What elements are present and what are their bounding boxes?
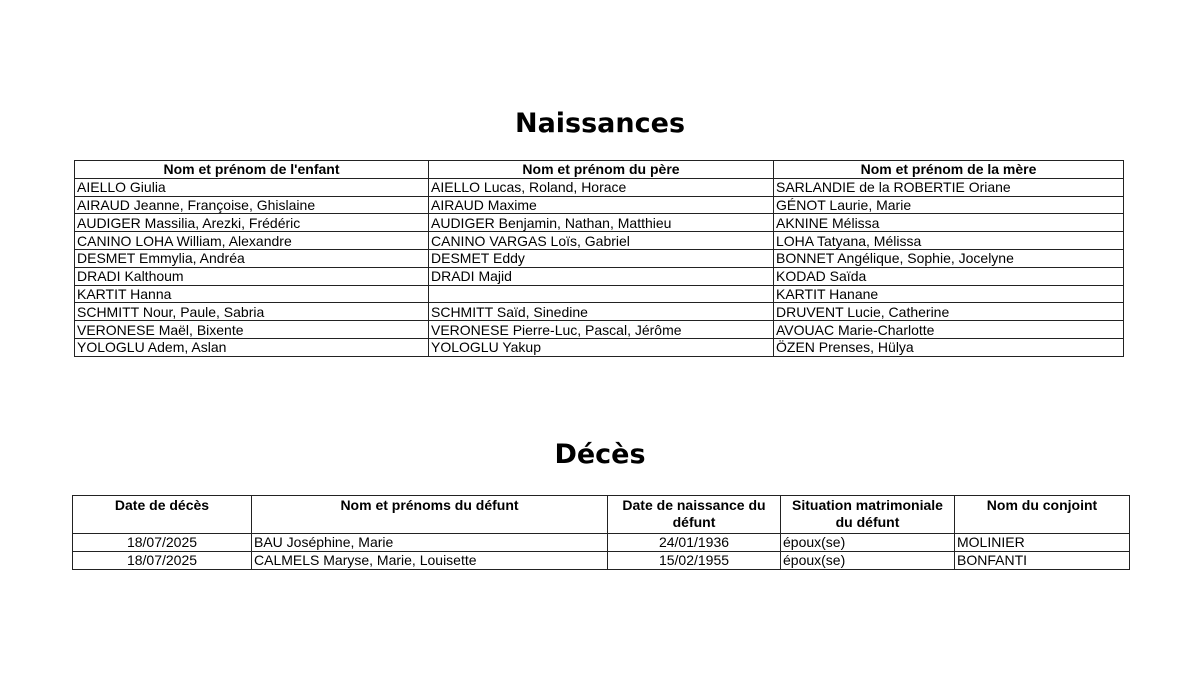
mother-name-cell: BONNET Angélique, Sophie, Jocelyne [774,249,1124,267]
child-name-cell: AUDIGER Massilia, Arezki, Frédéric [75,214,429,232]
births-header-row [75,161,1124,179]
child-name-cell: CANINO LOHA William, Alexandre [75,232,429,250]
deceased-name-cell: BAU Joséphine, Marie [252,534,608,552]
header-mother-name: Nom et prénom de la mère [774,161,1124,179]
father-name-cell: AIELLO Lucas, Roland, Horace [429,178,774,196]
father-name-cell: SCHMITT Saïd, Sinedine [429,303,774,321]
births-table-row [75,232,1124,250]
deceased-name-cell: CALMELS Maryse, Marie, Louisette [252,551,608,569]
births-table-row [75,321,1124,339]
header-marital-status: Situation matrimoniale du défunt [781,496,955,534]
spouse-name-cell: MOLINIER [955,534,1130,552]
father-name-cell: CANINO VARGAS Loïs, Gabriel [429,232,774,250]
child-name-cell: YOLOGLU Adem, Aslan [75,338,429,356]
father-name-cell [429,285,774,303]
father-name-cell: AUDIGER Benjamin, Nathan, Matthieu [429,214,774,232]
header-birth-date: Date de naissance du défunt [608,496,781,534]
marital-status-cell: époux(se) [781,551,955,569]
mother-name-cell: SARLANDIE de la ROBERTIE Oriane [774,178,1124,196]
marital-status-cell: époux(se) [781,534,955,552]
mother-name-cell: AVOUAC Marie-Charlotte [774,321,1124,339]
header-child-name: Nom et prénom de l'enfant [75,161,429,179]
births-table-row [75,303,1124,321]
father-name-cell: DRADI Majid [429,267,774,285]
births-table-row [75,249,1124,267]
mother-name-cell: KODAD Saïda [774,267,1124,285]
births-title: Naissances [514,108,686,139]
death-date-cell: 18/07/2025 [73,534,252,552]
child-name-cell: DESMET Emmylia, Andréa [75,249,429,267]
deaths-table-row [73,534,1130,552]
father-name-cell: DESMET Eddy [429,249,774,267]
deaths-table [72,495,1130,570]
father-name-cell: YOLOGLU Yakup [429,338,774,356]
mother-name-cell: GÉNOT Laurie, Marie [774,196,1124,214]
deaths-table-row [73,551,1130,569]
births-table-row [75,338,1124,356]
deaths-header-row [73,496,1130,534]
header-death-date: Date de décès [73,496,252,534]
births-table-row [75,285,1124,303]
child-name-cell: AIELLO Giulia [75,178,429,196]
mother-name-cell: DRUVENT Lucie, Catherine [774,303,1124,321]
births-table-row [75,196,1124,214]
birth-date-cell: 24/01/1936 [608,534,781,552]
child-name-cell: SCHMITT Nour, Paule, Sabria [75,303,429,321]
header-deceased-name: Nom et prénoms du défunt [252,496,608,534]
child-name-cell: KARTIT Hanna [75,285,429,303]
mother-name-cell: LOHA Tatyana, Mélissa [774,232,1124,250]
death-date-cell: 18/07/2025 [73,551,252,569]
births-table-row [75,178,1124,196]
header-spouse-name: Nom du conjoint [955,496,1130,534]
births-table-row [75,267,1124,285]
mother-name-cell: KARTIT Hanane [774,285,1124,303]
deaths-title: Décès [554,439,646,470]
births-table-row [75,214,1124,232]
mother-name-cell: ÖZEN Prenses, Hülya [774,338,1124,356]
header-father-name: Nom et prénom du père [429,161,774,179]
child-name-cell: DRADI Kalthoum [75,267,429,285]
child-name-cell: AIRAUD Jeanne, Françoise, Ghislaine [75,196,429,214]
births-table [74,160,1124,357]
father-name-cell: VERONESE Pierre-Luc, Pascal, Jérôme [429,321,774,339]
child-name-cell: VERONESE Maël, Bixente [75,321,429,339]
father-name-cell: AIRAUD Maxime [429,196,774,214]
mother-name-cell: AKNINE Mélissa [774,214,1124,232]
birth-date-cell: 15/02/1955 [608,551,781,569]
spouse-name-cell: BONFANTI [955,551,1130,569]
